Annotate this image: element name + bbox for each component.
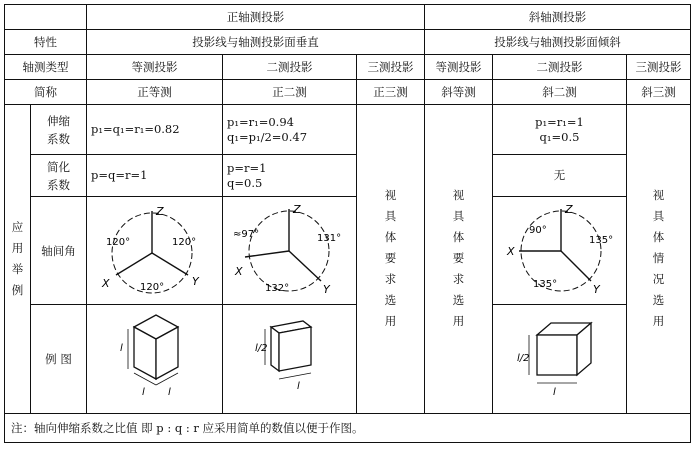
short-name-cell: 斜三测 bbox=[627, 80, 691, 105]
ortho-property: 投影线与轴测投影面垂直 bbox=[87, 30, 425, 55]
angle-label: 90° bbox=[528, 225, 547, 236]
simplified-row bbox=[5, 155, 691, 197]
angle-label: 132° bbox=[264, 283, 289, 294]
angle-label: 135° bbox=[588, 235, 613, 246]
ortho-di-simplified-cell bbox=[223, 155, 357, 197]
angle-label: 120° bbox=[139, 282, 164, 293]
axis-type-cell: 二测投影 bbox=[223, 55, 357, 80]
x-axis-label: X bbox=[506, 245, 515, 258]
example-label: 例 图 bbox=[31, 305, 87, 413]
short-name-row bbox=[5, 80, 691, 105]
dim-label: l bbox=[167, 387, 171, 399]
y-axis-label: Y bbox=[592, 283, 600, 296]
angle-label: 120° bbox=[105, 237, 130, 248]
oblique-di-axis-diagram bbox=[495, 197, 625, 301]
stretch-label: 伸缩系数 bbox=[47, 113, 70, 146]
x-axis-label: X bbox=[101, 277, 110, 290]
ortho-iso-simplified: p=q=r=1 bbox=[87, 155, 223, 197]
z-axis-label: Z bbox=[564, 203, 573, 216]
dim-label: l bbox=[119, 343, 123, 355]
axis-type-cell: 二测投影 bbox=[493, 55, 627, 80]
axis-type-cell: 三测投影 bbox=[357, 55, 425, 80]
corner-cell bbox=[5, 5, 87, 30]
ortho-iso-stretch: p₁=q₁=r₁=0.82 bbox=[87, 105, 223, 155]
simplified-label-cell bbox=[31, 155, 87, 197]
y-axis-label: Y bbox=[191, 275, 199, 288]
dim-label: l bbox=[141, 387, 145, 399]
application-label: 应用举例 bbox=[11, 219, 24, 297]
ortho-di-cube-figure bbox=[225, 305, 355, 409]
iso-axis-diagram bbox=[90, 197, 220, 301]
z-axis-label: Z bbox=[155, 205, 164, 218]
axis-angle-row bbox=[5, 197, 691, 305]
axis-type-cell: 等测投影 bbox=[425, 55, 493, 80]
ortho-di-stretch-cell bbox=[223, 105, 357, 155]
axis-type-cell: 三测投影 bbox=[627, 55, 691, 80]
axis-type-row bbox=[5, 55, 691, 80]
oblique-header: 斜轴测投影 bbox=[425, 5, 691, 30]
iso-axis-diagram-cell bbox=[87, 197, 223, 305]
angle-label: 131° bbox=[316, 233, 341, 244]
stretch-label-cell bbox=[31, 105, 87, 155]
short-name-cell: 正三测 bbox=[357, 80, 425, 105]
dim-label: l bbox=[552, 387, 556, 399]
property-row bbox=[5, 30, 691, 55]
oblique-di-stretch-cell bbox=[493, 105, 627, 155]
z-axis-label: Z bbox=[292, 203, 301, 216]
projection-table-frame bbox=[4, 4, 690, 444]
footnote: 注：轴向伸缩系数之比值 即 p : q : r 应采用简单的数值以便于作图。 bbox=[5, 413, 691, 442]
oblique-di-axis-diagram-cell bbox=[493, 197, 627, 305]
short-name-cell: 正等测 bbox=[87, 80, 223, 105]
axis-type-label: 轴测类型 bbox=[5, 55, 87, 80]
ortho-di-simplified-line1: p=r=1 bbox=[227, 161, 267, 176]
short-name-label: 简称 bbox=[5, 80, 87, 105]
dim-label: l bbox=[296, 381, 300, 393]
oblique-property: 投影线与轴测投影面倾斜 bbox=[425, 30, 691, 55]
oblique-di-cube-cell bbox=[493, 305, 627, 413]
dim-label: l/2 bbox=[254, 343, 268, 355]
y-axis-label: Y bbox=[322, 283, 330, 296]
oblique-tri-note: 视具体情况选用 bbox=[652, 188, 665, 329]
angle-label: ≈97° bbox=[232, 229, 259, 240]
ortho-di-cube-cell bbox=[223, 305, 357, 413]
x-axis bbox=[245, 251, 289, 257]
angle-label: 120° bbox=[171, 237, 196, 248]
ortho-header: 正轴测投影 bbox=[87, 5, 425, 30]
iso-cube-figure bbox=[90, 305, 220, 409]
dim-label: l/2 bbox=[516, 353, 530, 365]
simplified-label: 简化系数 bbox=[47, 159, 70, 192]
oblique-di-simplified: 无 bbox=[493, 155, 627, 197]
header-row bbox=[5, 5, 691, 30]
short-name-cell: 斜二测 bbox=[493, 80, 627, 105]
ortho-di-stretch-line2: q₁=p₁/2=0.47 bbox=[227, 129, 308, 144]
axis-angle-label: 轴间角 bbox=[31, 197, 87, 305]
angle-label: 135° bbox=[532, 279, 557, 290]
ortho-di-axis-diagram-cell bbox=[223, 197, 357, 305]
example-row bbox=[5, 305, 691, 413]
oblique-iso-note: 视具体要求选用 bbox=[452, 188, 465, 329]
ortho-di-stretch-line1: p₁=r₁=0.94 bbox=[227, 115, 294, 130]
x-axis bbox=[116, 253, 152, 275]
axis-type-cell: 等测投影 bbox=[87, 55, 223, 80]
ortho-tri-note: 视具体要求选用 bbox=[384, 188, 397, 329]
oblique-di-cube-figure bbox=[495, 305, 625, 409]
oblique-iso-note-cell bbox=[425, 105, 493, 414]
ortho-di-axis-diagram bbox=[225, 197, 355, 301]
property-label: 特性 bbox=[5, 30, 87, 55]
stretch-row bbox=[5, 105, 691, 155]
application-label-cell bbox=[5, 105, 31, 414]
y-axis bbox=[561, 251, 591, 281]
y-axis bbox=[152, 253, 188, 275]
short-name-cell: 斜等测 bbox=[425, 80, 493, 105]
iso-cube-cell bbox=[87, 305, 223, 413]
footnote-row bbox=[5, 413, 691, 442]
oblique-tri-note-cell bbox=[627, 105, 691, 414]
ortho-di-simplified-line2: q=0.5 bbox=[227, 175, 263, 190]
axonometric-projection-table bbox=[4, 4, 691, 443]
oblique-di-stretch-line1: p₁=r₁=1 bbox=[535, 115, 584, 130]
x-axis-label: X bbox=[234, 265, 243, 278]
ortho-tri-note-cell bbox=[357, 105, 425, 414]
y-axis bbox=[289, 251, 321, 281]
short-name-cell: 正二测 bbox=[223, 80, 357, 105]
oblique-di-stretch-line2: q₁=0.5 bbox=[539, 129, 580, 144]
